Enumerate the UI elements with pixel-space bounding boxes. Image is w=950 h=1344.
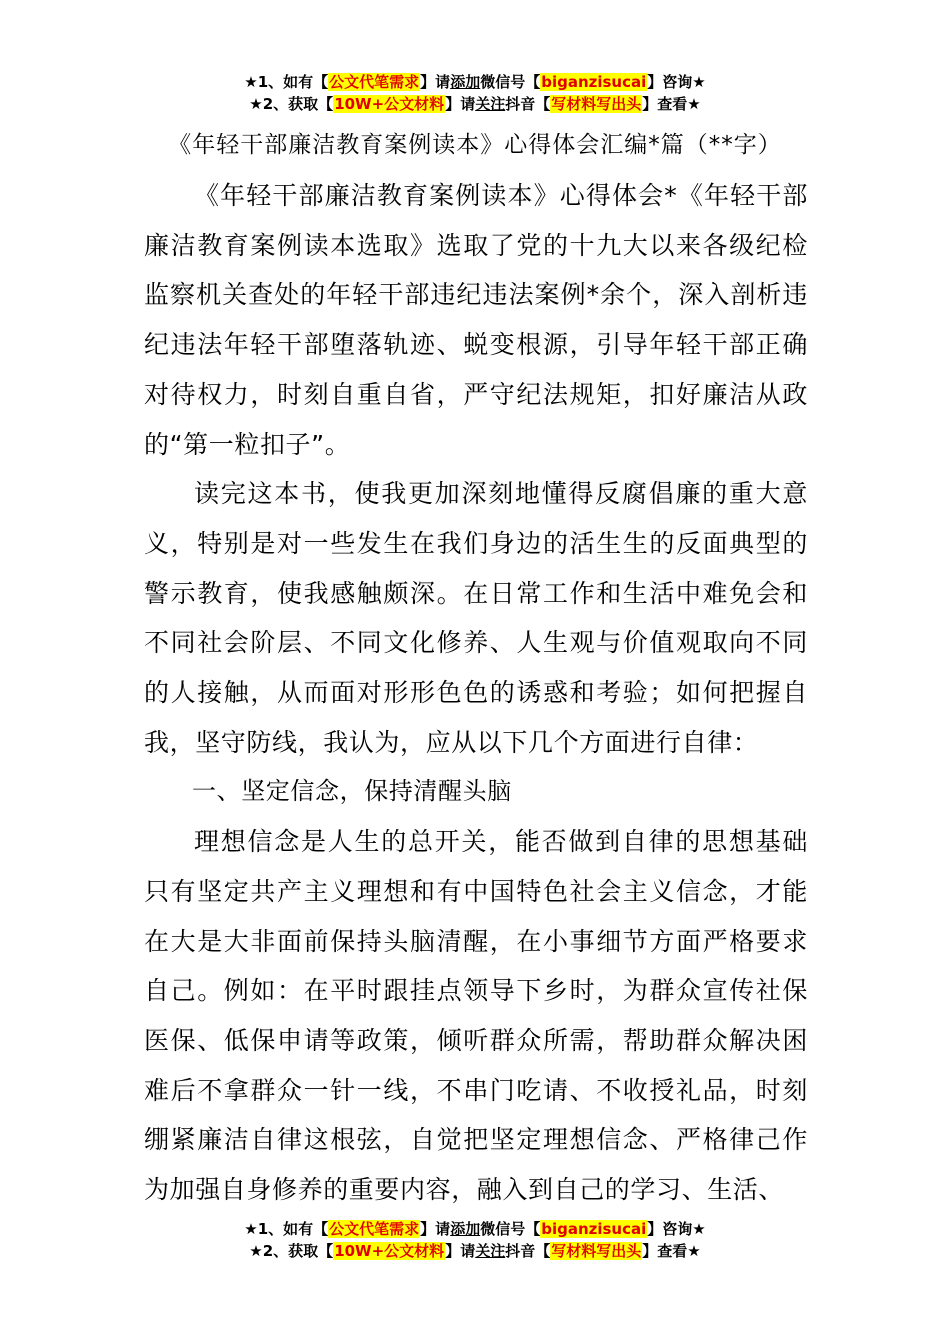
- banner-text: 微信号【: [480, 73, 541, 91]
- banner-text: ★1、如有【: [244, 1220, 329, 1238]
- banner-underline: 添加: [450, 73, 481, 91]
- banner-line-1: [0, 1218, 950, 1240]
- banner-text: 抖音【: [505, 1242, 551, 1260]
- banner-underline: 关注: [475, 1242, 506, 1260]
- banner-highlight-wechat-id: biganzisucai: [541, 73, 647, 91]
- banner-text: 】查看★: [642, 95, 701, 113]
- banner-highlight-douyin-id: 写材料写出头: [551, 1242, 642, 1260]
- paragraph-intro: 《年轻干部廉洁教育案例读本》心得体会*《年轻干部廉洁教育案例读本选取》选取了党的十九大以来各级纪检监察机关查处的年轻干部违纪违法案例*余个，深入剖析违纪违法年轻干部堕落轨迹、蜕变根源，引导年轻干部正确对待权力，时刻自重自省，严守纪法规矩，扣好廉洁从政的“第一粒扣子”。: [144, 181, 808, 459]
- banner-line-2: [0, 1240, 950, 1262]
- banner-text: 】请: [445, 95, 476, 113]
- banner-highlight: 公文代笔需求: [329, 73, 420, 91]
- banner-text: 】请: [445, 1242, 476, 1260]
- banner-highlight-wechat-id: biganzisucai: [541, 1220, 647, 1238]
- banner-text: 微信号【: [480, 1220, 541, 1238]
- document-body: [144, 171, 808, 1215]
- banner-highlight-douyin-id: 写材料写出头: [551, 95, 642, 113]
- banner-underline: 关注: [475, 95, 506, 113]
- banner-text: 抖音【: [505, 95, 551, 113]
- header-banner: [0, 71, 950, 115]
- banner-text: 】请: [420, 73, 451, 91]
- document-title: 《年轻干部廉洁教育案例读本》心得体会汇编*篇（**字）: [168, 132, 782, 158]
- banner-text: 】咨询★: [647, 1220, 706, 1238]
- banner-highlight: 10W+公文材料: [334, 95, 445, 113]
- banner-text: 】咨询★: [647, 73, 706, 91]
- banner-text: ★2、获取【: [249, 95, 334, 113]
- banner-text: ★2、获取【: [249, 1242, 334, 1260]
- banner-highlight: 公文代笔需求: [329, 1220, 420, 1238]
- paragraph-section-1: 理想信念是人生的总开关，能否做到自律的思想基础只有坚定共产主义理想和有中国特色社会主义信念，才能在大是大非面前保持头脑清醒，在小事细节方面严格要求自己。例如：在平时跟挂点领导下乡时，为群众宣传社保医保、低保申请等政策，倾听群众所需，帮助群众解决困难后不拿群众一针一线，不串门吃请、不收授礼品，时刻绷紧廉洁自律这根弦，自觉把坚定理想信念、严格律己作为加强自身修养的重要内容，融入到自己的学习、生活、: [144, 827, 808, 1205]
- section-heading-1: 一、坚定信念，保持清醒头脑: [192, 777, 512, 806]
- banner-line-1: [0, 71, 950, 93]
- banner-line-2: [0, 93, 950, 115]
- paragraph-reflection: 读完这本书，使我更加深刻地懂得反腐倡廉的重大意义，特别是对一些发生在我们身边的活生生的反面典型的警示教育，使我感触颇深。在日常工作和生活中难免会和不同社会阶层、不同文化修养、人生观与价值观取向不同的人接触，从而面对形形色色的诱惑和考验；如何把握自我，坚守防线，我认为，应从以下几个方面进行自律：: [144, 479, 808, 757]
- banner-highlight: 10W+公文材料: [334, 1242, 445, 1260]
- banner-underline: 添加: [450, 1220, 481, 1238]
- banner-text: 】请: [420, 1220, 451, 1238]
- footer-banner: [0, 1218, 950, 1262]
- banner-text: 】查看★: [642, 1242, 701, 1260]
- banner-text: ★1、如有【: [244, 73, 329, 91]
